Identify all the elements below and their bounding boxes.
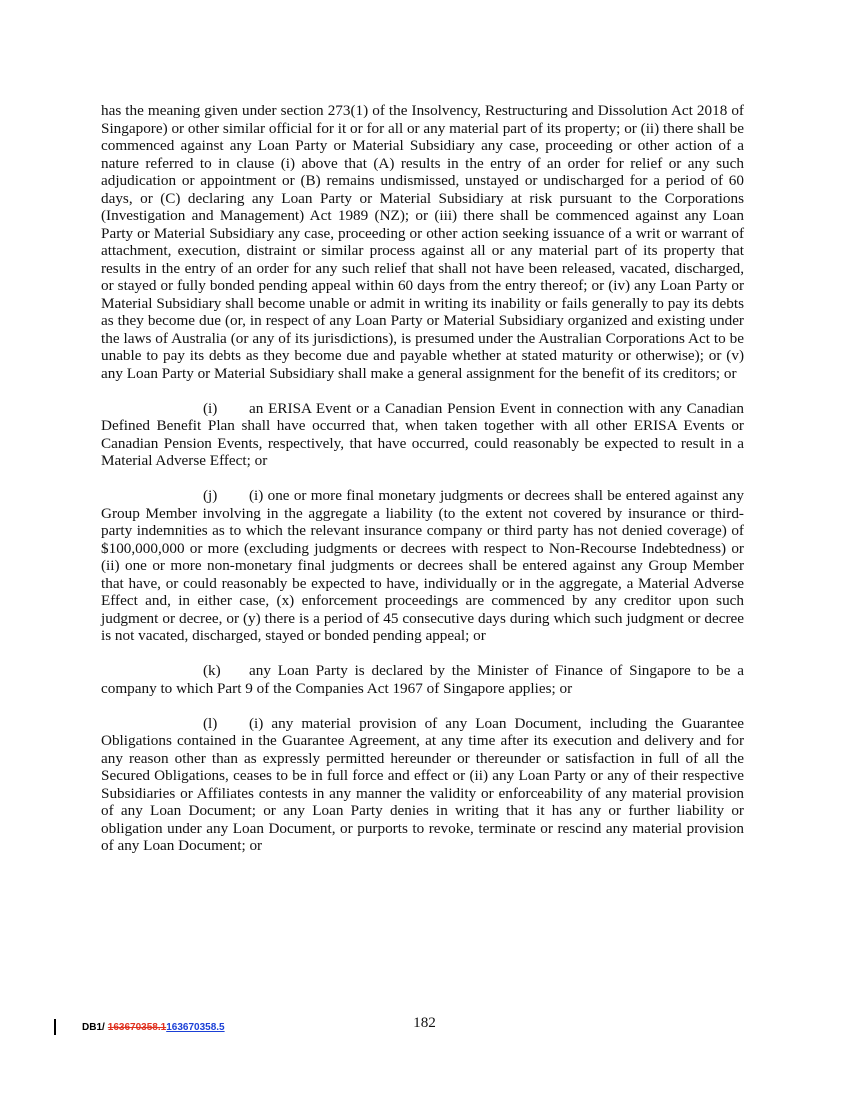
document-body (101, 102, 744, 872)
clause-number: (j) (203, 487, 218, 504)
clause-k-paragraph (101, 662, 744, 697)
paragraph-text: any Loan Party is declared by the Minister of Finance of Singapore to be a company to which Part 9 of the Companies Act 1967 of Singapore applies; or (101, 662, 744, 697)
paragraph-text: has the meaning given under section 273(1) of the Insolvency, Restructuring and Dissolution Act 2018 of Singapore) or other similar official for it or for all or any material part of its property; or (ii) there shall be commenced against any Loan Party or Material Subsidiary any case, proceeding or other action of a nature referred to in clause (i) above that (A) results in the entry of an order for relief or any such adjudication or appointment or (B) remains undismissed, unstayed or undischarged for a period of 60 days, or (C) declaring any Loan Party or Material Subsidiary at risk pursuant to the Corporations (Investigation and Management) Act 1989 (NZ); or (iii) there shall be commenced against any Loan Party or Material Subsidiary any case, proceeding or other action seeking issuance of a writ or warrant of attachment, execution, distraint or similar process against all or any material part of its property that results in the entry of an order for any such relief that shall not have been released, vacated, discharged, or stayed or fully bonded pending appeal within 60 days from the entry thereof; or (iv) any Loan Party or Material Subsidiary shall become unable or admit in writing its inability or fails generally to pay its debts as they become due (or, in respect of any Loan Party or Material Subsidiary organized and existing under the laws of Australia (or any of its jurisdictions), is presumed under the Australian Corporations Act to be unable to pay its debts as they become due and payable whether at stated maturity or otherwise); or (v) any Loan Party or Material Subsidiary shall make a general assignment for the benefit of its creditors; or (101, 102, 744, 382)
doc-id-inserted: 163670358.5 (166, 1021, 225, 1033)
clause-number: (k) (203, 662, 221, 679)
paragraph-text: (i) one or more final monetary judgments or decrees shall be entered against any Group Member involving in the aggregate a liability (to the extent not covered by insurance or third-party indemnities as to which the relevant insurance company or third party has not denied coverage) of $100,000,000 or more (excluding judgments or decrees with respect to Non-Recourse Indebtedness) or (ii) one or more non-monetary final judgments or decrees shall be entered against any Group Member that have, or could reasonably be expected to have, individually or in the aggregate, a Material Adverse Effect and, in either case, (x) enforcement proceedings are commenced by any creditor upon such judgment or decree, or (y) there is a period of 45 consecutive days during which such judgment or decree is not vacated, discharged, stayed or bonded pending appeal; or (101, 487, 744, 644)
page-number: 182 (413, 1014, 436, 1031)
clause-l-paragraph (101, 715, 744, 855)
clause-j-paragraph (101, 487, 744, 645)
paragraph-text: (i) any material provision of any Loan Document, including the Guarantee Obligations contained in the Guarantee Agreement, at any time after its execution and delivery and for any reason other than as expressly permitted hereunder or thereunder or satisfaction in full of all the Secured Obligations, ceases to be in full force and effect or (ii) any Loan Party or any of their respective Subsidiaries or Affiliates contests in any manner the validity or enforceability of any material provision of any Loan Document; or any Loan Party denies in writing that it has any or further liability or obligation under any Loan Document, or purports to revoke, terminate or rescind any material provision of any Loan Document; or (101, 714, 744, 854)
paragraph-text: an ERISA Event or a Canadian Pension Event in connection with any Canadian Defined Benefit Plan shall have occurred that, when taken together with all other ERISA Events or Canadian Pension Events, respectively, that have occurred, could reasonably be expected to result in a Material Adverse Effect; or (101, 399, 744, 469)
doc-id-prefix: DB1/ (82, 1021, 105, 1033)
change-bar (54, 1019, 56, 1035)
document-footer (54, 1018, 225, 1036)
doc-id-deleted: 163670358.1 (107, 1021, 167, 1033)
clause-number: (l) (203, 714, 218, 732)
paragraph-continuation (101, 102, 744, 382)
clause-i-paragraph (101, 400, 744, 470)
clause-number: (i) (203, 399, 218, 417)
